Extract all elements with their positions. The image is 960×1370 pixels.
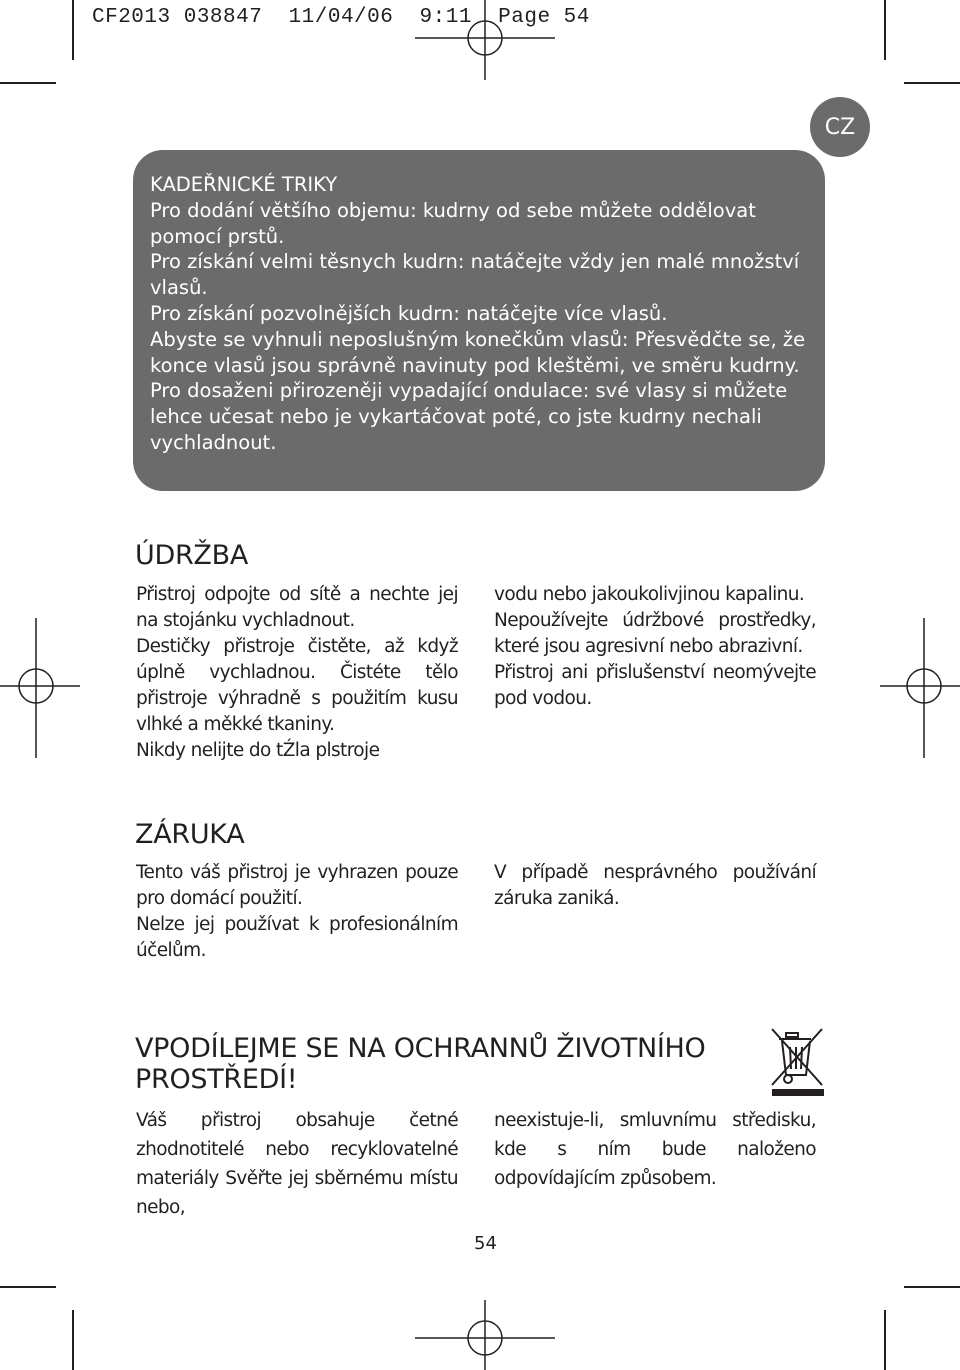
- environment-left-column: [136, 1106, 458, 1222]
- maintenance-paragraph: Destičky přistroje čistěte, až když úplně vychladnou. Čistéte tělo přistroje výhradně s použitím kusu vlhké a měkké tkaniny.: [136, 636, 458, 735]
- registration-mark-top: [415, 0, 555, 80]
- warranty-paragraph: Nelze jej používat k profesionálním účelům.: [136, 914, 458, 961]
- warranty-paragraph: V případě nesprávného používání záruka zaniká.: [494, 862, 816, 909]
- maintenance-paragraph: Přistroj odpojte od sítě a nechte jej na stojánku vychladnout.: [136, 584, 458, 631]
- print-slug: CF2013 038847 11/04/06 9:11 Page 54: [92, 6, 590, 29]
- maintenance-right-column: [494, 582, 816, 712]
- crossed-out-wheelie-bin-icon: [770, 1025, 826, 1097]
- maintenance-paragraph: Přistroj ani přislušenství neomývejte pod vodou.: [494, 662, 816, 709]
- tips-line: Pro dodání většího objemu: kudrny od sebe můžete oddělovat pomocí prstů.: [150, 198, 756, 248]
- warranty-left-column: [136, 860, 458, 964]
- tips-line: Abyste se vyhnuli neposlušným konečkům vlasů: Přesvědčte se, že konce vlasů jsou správně navinuty pod kleštěmi, ve směru kudrny.: [150, 327, 806, 377]
- environment-heading: [135, 1033, 706, 1095]
- maintenance-paragraph: Nepoužívejte údržbové prostředky, které jsou agresivní nebo abrazivní.: [494, 610, 816, 657]
- registration-mark-right: [880, 618, 960, 758]
- environment-heading-line: VPODÍLEJME SE NA OCHRANNŮ ŽIVOTNÍHO: [135, 1033, 706, 1064]
- maintenance-left-column: [136, 582, 458, 764]
- registration-mark-left: [0, 618, 80, 758]
- environment-right-column: [494, 1106, 816, 1193]
- tips-line: Pro získání velmi těsnych kudrn: natáčejte vždy jen malé množství vlasů.: [150, 250, 800, 300]
- hairdressing-tips-box: [133, 150, 825, 491]
- warranty-paragraph: Tento váš přistroj je vyhrazen pouze pro domácí použití.: [136, 862, 458, 909]
- maintenance-heading: ÚDRŽBA: [135, 540, 249, 571]
- environment-heading-line: PROSTŘEDÍ!: [135, 1064, 298, 1095]
- tips-line: Pro dosaženi přirozeněji vypadající ondulace: své vlasy si můžete lehce učesat nebo je vykartáčovat poté, co jste kudrny nechali vychladnout.: [150, 379, 788, 454]
- tips-line: Pro získání pozvolnějších kudrn: natáčejte více vlasů.: [150, 301, 668, 325]
- registration-mark-bottom: [415, 1300, 555, 1370]
- maintenance-paragraph: Nikdy nelijte do tŹla plstroje: [136, 740, 380, 761]
- maintenance-paragraph: vodu nebo jakoukolivjinou kapalinu.: [494, 584, 805, 605]
- warranty-heading: ZÁRUKA: [135, 819, 245, 850]
- language-badge: CZ: [810, 97, 870, 157]
- page-number: 54: [474, 1233, 497, 1254]
- environment-paragraph: neexistuje-li, smluvnímu středisku, kde s ním bude naloženo odpovídajícím způsobem.: [494, 1110, 816, 1189]
- warranty-right-column: [494, 860, 816, 912]
- tips-title: KADEŘNICKÉ TRIKY: [150, 173, 338, 196]
- environment-paragraph: Váš přistroj obsahuje četné zhodnotitelé nebo recyklovatelné materiály Svěřte jej sběrnému místu nebo,: [136, 1110, 458, 1218]
